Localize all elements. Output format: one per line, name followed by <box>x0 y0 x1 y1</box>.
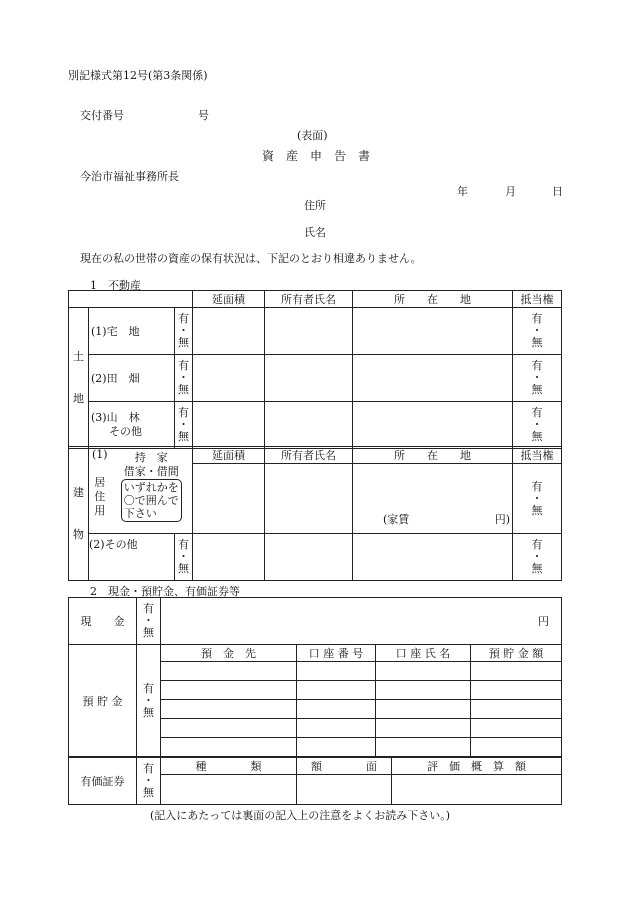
deposit-account-number-field[interactable] <box>297 662 376 681</box>
land-category-label: 土 地 <box>69 308 89 449</box>
deposit-account-name-field[interactable] <box>376 662 471 681</box>
forest-yes-no[interactable]: 有 ・ 無 <box>175 402 193 449</box>
ownership-choice-cell[interactable] <box>111 447 193 534</box>
building-other-location-field[interactable] <box>353 534 513 581</box>
farmland-floor-area-field[interactable] <box>193 355 265 402</box>
header-location: 所 在 地 <box>353 291 513 308</box>
document-title: 資 産 申 告 書 <box>262 149 371 163</box>
deposit-amount-field[interactable] <box>471 738 562 757</box>
securities-label: 有価証券 <box>69 758 137 805</box>
owned-house-option[interactable]: 持 家 <box>134 451 168 464</box>
front-side-label: (表面) <box>297 129 328 142</box>
date-month: 月 <box>505 185 516 198</box>
address-label: 住所 <box>304 199 326 212</box>
residential-yes-no[interactable]: 有 ・ 無 <box>175 308 193 355</box>
deposit-account-name-field[interactable] <box>376 681 471 700</box>
building-owner-field[interactable] <box>265 464 353 534</box>
deposit-header-account-number: 口 座 番 号 <box>297 645 376 662</box>
cash-deposit-table <box>68 597 562 757</box>
building-other-row <box>69 534 562 581</box>
building-other-owner-field[interactable] <box>265 534 353 581</box>
land-row-residential <box>69 308 562 355</box>
header-owner-name: 所有者氏名 <box>265 291 353 308</box>
addressee: 今治市福祉事務所長 <box>80 170 179 183</box>
securities-header-type: 種 類 <box>161 758 297 775</box>
deposit-header-row <box>69 645 562 662</box>
deposit-amount-field[interactable] <box>471 719 562 738</box>
issue-number-suffix: 号 <box>198 109 209 122</box>
farmland-location-field[interactable] <box>353 355 513 402</box>
building-other-yes-no[interactable]: 有 ・ 無 <box>175 534 193 581</box>
deposit-amount-field[interactable] <box>471 700 562 719</box>
cash-amount-field[interactable] <box>161 598 562 645</box>
date-day: 日 <box>552 185 563 198</box>
circle-instruction-box: いずれかを 〇で囲んで 下さい <box>121 479 182 522</box>
deposit-bank-field[interactable] <box>161 738 297 757</box>
building-other-label: (2)その他 <box>89 534 175 581</box>
deposit-account-number-field[interactable] <box>297 738 376 757</box>
building-floor-area-field[interactable] <box>193 464 265 534</box>
rent-label: (家賃 <box>383 513 410 526</box>
securities-face-value-field[interactable] <box>297 775 392 805</box>
deposit-bank-field[interactable] <box>161 719 297 738</box>
farmland-mortgage-yes-no[interactable]: 有 ・ 無 <box>513 355 562 402</box>
securities-type-field[interactable] <box>161 775 297 805</box>
forest-mortgage-yes-no[interactable]: 有 ・ 無 <box>513 402 562 449</box>
building-location-field[interactable] <box>353 464 513 534</box>
deposit-account-number-field[interactable] <box>297 719 376 738</box>
form-number: 別記様式第12号(第3条関係) <box>68 69 208 82</box>
building-other-floor-area-field[interactable] <box>193 534 265 581</box>
securities-estimated-value-field[interactable] <box>392 775 562 805</box>
land-farmland-label: (2)田 畑 <box>89 355 175 402</box>
deposit-header-amount: 預 貯 金 額 <box>471 645 562 662</box>
issue-number-label: 交付番号 <box>80 109 124 122</box>
deposit-bank-field[interactable] <box>161 681 297 700</box>
real-estate-header-row <box>69 291 562 308</box>
land-row-farmland <box>69 355 562 402</box>
securities-yes-no[interactable]: 有 ・ 無 <box>137 758 161 805</box>
name-label: 氏名 <box>304 226 326 239</box>
deposit-bank-field[interactable] <box>161 662 297 681</box>
farmland-yes-no[interactable]: 有 ・ 無 <box>175 355 193 402</box>
residential-mortgage-yes-no[interactable]: 有 ・ 無 <box>513 308 562 355</box>
cash-yes-no[interactable]: 有 ・ 無 <box>137 598 161 645</box>
deposit-account-name-field[interactable] <box>376 700 471 719</box>
deposit-amount-field[interactable] <box>471 662 562 681</box>
header-blank <box>69 291 193 308</box>
forest-location-field[interactable] <box>353 402 513 449</box>
forest-floor-area-field[interactable] <box>193 402 265 449</box>
securities-header-estimated-value: 評 価 概 算 額 <box>392 758 562 775</box>
building-header-row <box>69 447 562 464</box>
deposit-account-name-field[interactable] <box>376 719 471 738</box>
deposit-bank-field[interactable] <box>161 700 297 719</box>
rent-unit: 円) <box>494 513 510 526</box>
land-row-forest <box>69 402 562 449</box>
deposit-account-number-field[interactable] <box>297 681 376 700</box>
deposit-account-name-field[interactable] <box>376 738 471 757</box>
residential-use-label: (1) 居 住 用 <box>89 447 111 534</box>
building-header-mortgage: 抵当権 <box>513 447 562 464</box>
securities-header-row <box>69 758 562 775</box>
farmland-owner-field[interactable] <box>265 355 353 402</box>
residential-location-field[interactable] <box>353 308 513 355</box>
deposit-header-bank: 預 金 先 <box>161 645 297 662</box>
rented-option[interactable]: 借家・借間 <box>123 465 179 478</box>
securities-table <box>68 757 562 805</box>
residential-floor-area-field[interactable] <box>193 308 265 355</box>
building-mortgage-yes-no[interactable]: 有 ・ 無 <box>513 464 562 534</box>
deposit-label: 預 貯 金 <box>69 645 137 757</box>
header-floor-area: 延面積 <box>193 291 265 308</box>
deposit-amount-field[interactable] <box>471 681 562 700</box>
building-other-mortgage-yes-no[interactable]: 有 ・ 無 <box>513 534 562 581</box>
residential-owner-field[interactable] <box>265 308 353 355</box>
building-header-owner-name: 所有者氏名 <box>265 447 353 464</box>
building-header-location: 所 在 地 <box>353 447 513 464</box>
section2-heading: 2 現金・預貯金、有価証券等 <box>90 585 240 598</box>
cash-unit: 円 <box>538 615 549 628</box>
declaration-text: 現在の私の世帯の資産の保有状況は、下記のとおり相違ありません。 <box>80 252 422 265</box>
cash-label: 現 金 <box>69 598 137 645</box>
land-residential-label: (1)宅 地 <box>89 308 175 355</box>
deposit-header-account-name: 口 座 氏 名 <box>376 645 471 662</box>
deposit-account-number-field[interactable] <box>297 700 376 719</box>
header-mortgage: 抵当権 <box>513 291 562 308</box>
date-year: 年 <box>457 185 468 198</box>
building-table <box>68 446 562 581</box>
building-header-floor-area: 延面積 <box>193 447 265 464</box>
land-forest-label: (3)山 林 その他 <box>89 402 175 449</box>
deposit-yes-no[interactable]: 有 ・ 無 <box>137 645 161 757</box>
section1-heading: 1 不動産 <box>90 279 141 292</box>
securities-header-face-value: 額 面 <box>297 758 392 775</box>
real-estate-table <box>68 290 562 449</box>
forest-owner-field[interactable] <box>265 402 353 449</box>
cash-row <box>69 598 562 645</box>
building-category-label: 建 物 <box>69 447 89 581</box>
footer-note: (記入にあたっては裏面の記入上の注意をよくお読み下さい。) <box>150 809 451 822</box>
